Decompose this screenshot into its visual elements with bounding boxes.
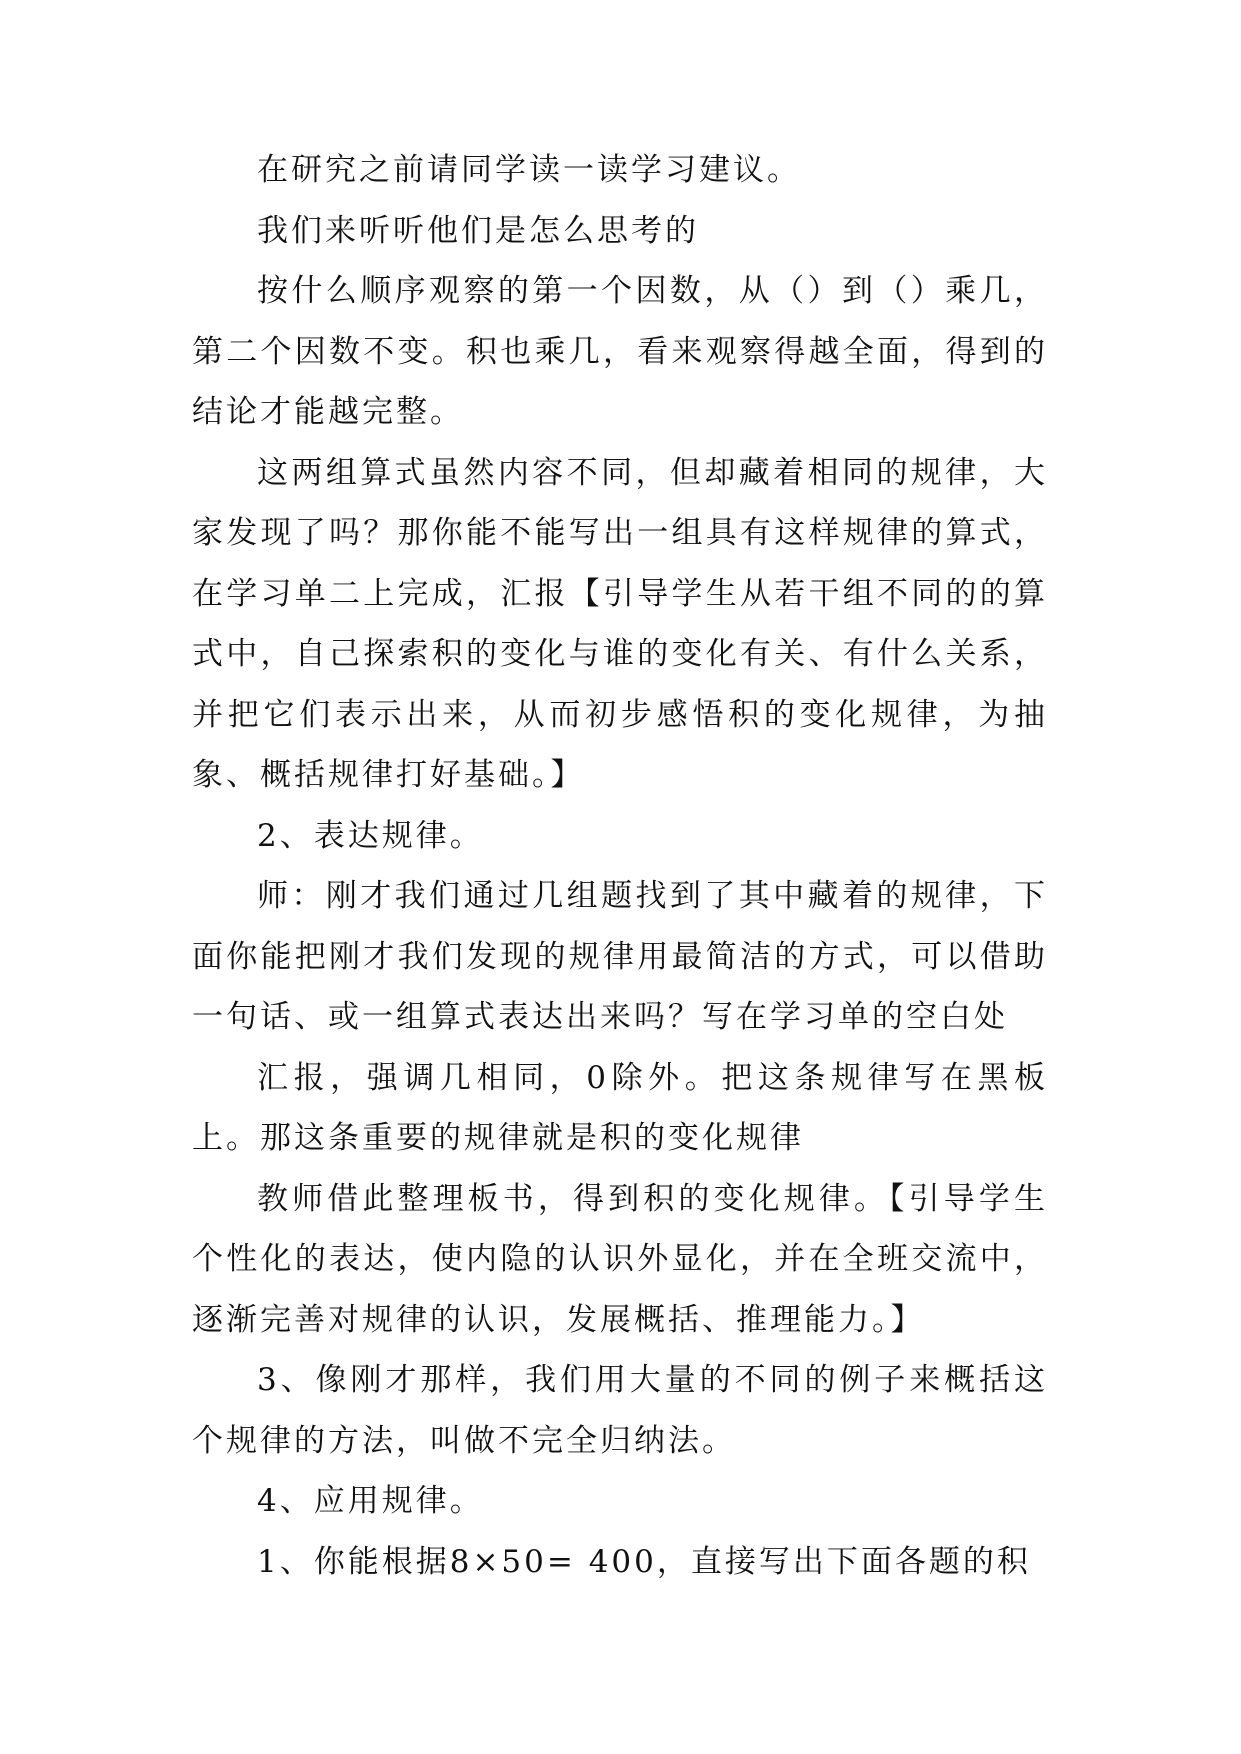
paragraph-incomplete-induction: 3、像刚才那样，我们用大量的不同的例子来概括这个规律的方法，叫做不完全归纳法。 xyxy=(192,1362,1048,1459)
paragraph-report-zero-exception: 汇报，强调几相同，0除外。把这条规律写在黑板上。那这条重要的规律就是积的变化规律 xyxy=(192,1059,1048,1156)
paragraph-listen-thinking: 我们来听听他们是怎么思考的 xyxy=(257,212,699,249)
section-heading-apply-rule: 4、应用规律。 xyxy=(257,1483,484,1519)
paragraph-teacher-prompt: 师：刚才我们通过几组题找到了其中藏着的规律，下面你能把刚才我们发现的规律用最简洁的方式，可以借助一句话、或一组算式表达出来吗？写在学习单的空白处 xyxy=(192,878,1048,1035)
document-page xyxy=(192,140,1048,1592)
paragraph-two-groups-rule: 这两组算式虽然内容不同，但却藏着相同的规律，大家发现了吗？那你能不能写出一组具有这样规律的算式，在学习单二上完成，汇报【引导学生从若干组不同的的算式中，自己探索积的变化与谁的变化有关、有什么关系，并把它们表示出来，从而初步感悟积的变化规律，为抽象、概括规律打好基础。】 xyxy=(192,454,1048,793)
paragraph-exercise-prompt: 1、你能根据8×50= 400，直接写出下面各题的积 xyxy=(257,1543,1031,1580)
paragraph-blackboard-summary: 教师借此整理板书，得到积的变化规律。【引导学生个性化的表达，使内隐的认识外显化，并在全班交流中，逐渐完善对规律的认识，发展概括、推理能力。】 xyxy=(192,1180,1048,1338)
section-heading-express-rule: 2、表达规律。 xyxy=(257,817,484,854)
paragraph-reading-suggestion: 在研究之前请同学读一读学习建议。 xyxy=(257,152,801,188)
paragraph-observation-order: 按什么顺序观察的第一个因数，从（）到（）乘几，第二个因数不变。积也乘几，看来观察得越全面，得到的结论才能越完整。 xyxy=(192,273,1048,430)
